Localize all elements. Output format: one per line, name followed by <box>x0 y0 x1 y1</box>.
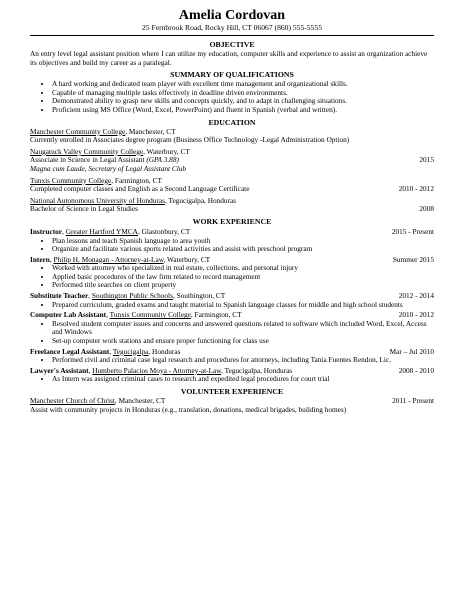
list-item: • Capable of managing multiple tasks effectively in deadline driven environments. <box>52 89 434 98</box>
education-entry <box>30 148 434 174</box>
job-date: Summer 2015 <box>392 254 434 264</box>
school-location: , Waterbury, CT <box>143 146 190 156</box>
education-entry <box>30 177 434 194</box>
job-entry: Instructor, Greater Hartford YMCA, Glastonbury, CT 2015 - Present • Plan lessons and teach Spanish language to area youth • Organize and facilitate various sports related activities and assist with preschool program <box>30 228 434 254</box>
list-item: • A hard working and dedicated team player with excellent time management and organizational skills. <box>52 80 434 89</box>
job-location: , Honduras <box>148 346 181 356</box>
job-date: 2015 - Present <box>391 226 434 236</box>
job-employer: Southington Public Schools <box>91 291 173 301</box>
job-role: Lawyer's Assistant <box>30 365 89 375</box>
honors-line: Magna cum Laude, Secretary of Legal Assistant Club <box>30 163 187 173</box>
qualifications-heading: SUMMARY OF QUALIFICATIONS <box>170 70 294 80</box>
job-role: Substitute Teacher <box>30 291 89 301</box>
list-item: • Demonstrated ability to grasp new skills and concepts quickly, and to adapt in challenging situations. <box>52 97 434 106</box>
education-heading: EDUCATION <box>208 117 256 127</box>
list-item: • As Intern was assigned criminal cases to research and expedited legal procedures for court trial <box>52 375 434 384</box>
job-entry: Lawyer's Assistant, Humberto Palacios Moya - Attorney-at-Law, Tegucigalpa, Honduras 2008 - 2010 • As Intern was assigned criminal cases to research and expedited legal procedures for court trial <box>30 367 434 384</box>
job-location: , Southington, CT <box>172 291 226 301</box>
school-location: , Manchester, CT <box>125 126 176 136</box>
gpa: (GPA 3.88) <box>146 155 179 165</box>
volunteer-location: , Manchester, CT <box>114 396 166 405</box>
degree-date: 2008 <box>419 204 434 214</box>
volunteer-text: Assist with community projects in Honduras (e.g., translation, donations, medical brigades, building homes) <box>30 404 347 414</box>
header-divider <box>30 35 434 36</box>
school-name: Naugatuck Valley Community College <box>30 146 144 156</box>
job-location: , Glastonbury, CT <box>137 226 191 236</box>
job-role: Freelance Legal Assistant <box>30 346 110 356</box>
qualifications-list <box>30 80 434 114</box>
job-employer: Tunxis Community College <box>109 310 191 320</box>
degree-line: Currently enrolled in Associates degree program (Business Office Technology -Legal Administration Option) <box>30 135 350 145</box>
degree-line: Associate in Science in Legal Assistant <box>30 155 145 165</box>
job-entry: Computer Lab Assistant, Tunxis Community College, Farmington, CT 2010 - 2012 • Resolved student computer issues and concerns and answered questions related to software which included Word, Excel, Access and Windows • Set-up computer work stations and ensure proper functioning for class use <box>30 311 434 345</box>
objective-heading: OBJECTIVE <box>209 40 255 49</box>
applicant-name: Amelia Cordovan <box>178 8 286 23</box>
list-item: • Worked with attorney who specialized in real estate, collections, and personal injury <box>52 264 434 273</box>
job-location: , Tegucigalpa, Honduras <box>221 365 293 375</box>
job-entry: Freelance Legal Assistant, Tegucigalpa, Honduras Mar – Jul 2010 • Performed civil and criminal case legal research and procedures for attorneys, including Tania Fuentes Rendon, Lic. <box>30 348 434 365</box>
job-employer: Humberto Palacios Moya - Attorney-at-Law <box>92 365 222 375</box>
degree-line: Completed computer classes and English as a Second Language Certificate <box>30 184 250 194</box>
job-date: 2012 - 2014 <box>398 291 434 301</box>
school-name: Tunxis Community College <box>30 175 112 185</box>
degree-date: 2015 <box>419 155 434 165</box>
school-name: National Autonomous University of Honduras <box>30 195 165 205</box>
school-location: , Farmington, CT <box>111 175 162 185</box>
job-role: Instructor <box>30 226 63 236</box>
job-date: 2008 - 2010 <box>398 365 434 375</box>
contact-line: 25 Fernbrook Road, Rocky Hill, CT 06067 (860) 555-5555 <box>142 23 322 32</box>
job-location: , Waterbury, CT <box>163 254 211 264</box>
education-entry <box>30 197 434 214</box>
school-location: , Tegucigalpa, Honduras <box>164 195 237 205</box>
list-item: • Applied basic procedures of the law firm related to record management <box>52 273 434 282</box>
list-item: • Organize and facilitate various sports related activities and assist with preschool program <box>52 245 434 254</box>
job-date: 2010 - 2012 <box>398 310 434 320</box>
list-item: • Proficient using MS Office (Word, Excel, PowerPoint) and fluent in Spanish (verbal and written). <box>52 106 434 115</box>
degree-date: 2010 - 2012 <box>398 184 434 194</box>
objective-text: An entry level legal assistant position where I can utilize my education, computer skills and experience to assist an organization achieve its objectives and build my career as a paralegal. <box>30 49 428 67</box>
education-entry <box>30 128 434 145</box>
volunteer-org: Manchester Church of Christ <box>30 396 115 405</box>
degree-line: Bachelor of Science in Legal Studies <box>30 204 138 214</box>
job-entry: Intern, Philip H. Monagan - Attorney-at-Law, Waterbury, CT Summer 2015 • Worked with attorney who specialized in real estate, collections, and personal injury • Applied basic procedures of the law firm related to record management • Performed title searches on client property <box>30 256 434 290</box>
school-name: Manchester Community College <box>30 126 126 136</box>
job-employer: Greater Hartford YMCA <box>65 226 138 236</box>
list-item: • Prepared curriculum, graded exams and taught material to Spanish language classes for middle and high school students <box>52 301 434 310</box>
job-date: Mar – Jul 2010 <box>389 346 434 356</box>
job-entry: Substitute Teacher, Southington Public Schools, Southington, CT 2012 - 2014 • Prepared curriculum, graded exams and taught material to Spanish language classes for middle and high school students <box>30 292 434 309</box>
job-location: , Farmington, CT <box>190 310 242 320</box>
volunteer-date: 2011 - Present <box>392 396 434 405</box>
work-heading: WORK EXPERIENCE <box>192 216 272 226</box>
job-employer: Philip H. Monagan - Attorney-at-Law <box>53 254 164 264</box>
job-role: Computer Lab Assistant <box>30 310 107 320</box>
list-item: • Set-up computer work stations and ensure proper functioning for class use <box>52 337 434 346</box>
list-item: • Performed civil and criminal case legal research and procedures for attorneys, including Tania Fuentes Rendon, Lic. <box>52 356 434 365</box>
list-item: • Plan lessons and teach Spanish language to area youth <box>52 237 434 246</box>
job-employer: Tegucigalpa <box>112 346 149 356</box>
list-item: • Performed title searches on client property <box>52 281 434 290</box>
job-role: Intern <box>30 254 50 264</box>
list-item: • Resolved student computer issues and concerns and answered questions related to software which included Word, Excel, Access and Windows <box>52 320 434 337</box>
volunteer-heading: VOLUNTEER EXPERIENCE <box>180 387 284 396</box>
